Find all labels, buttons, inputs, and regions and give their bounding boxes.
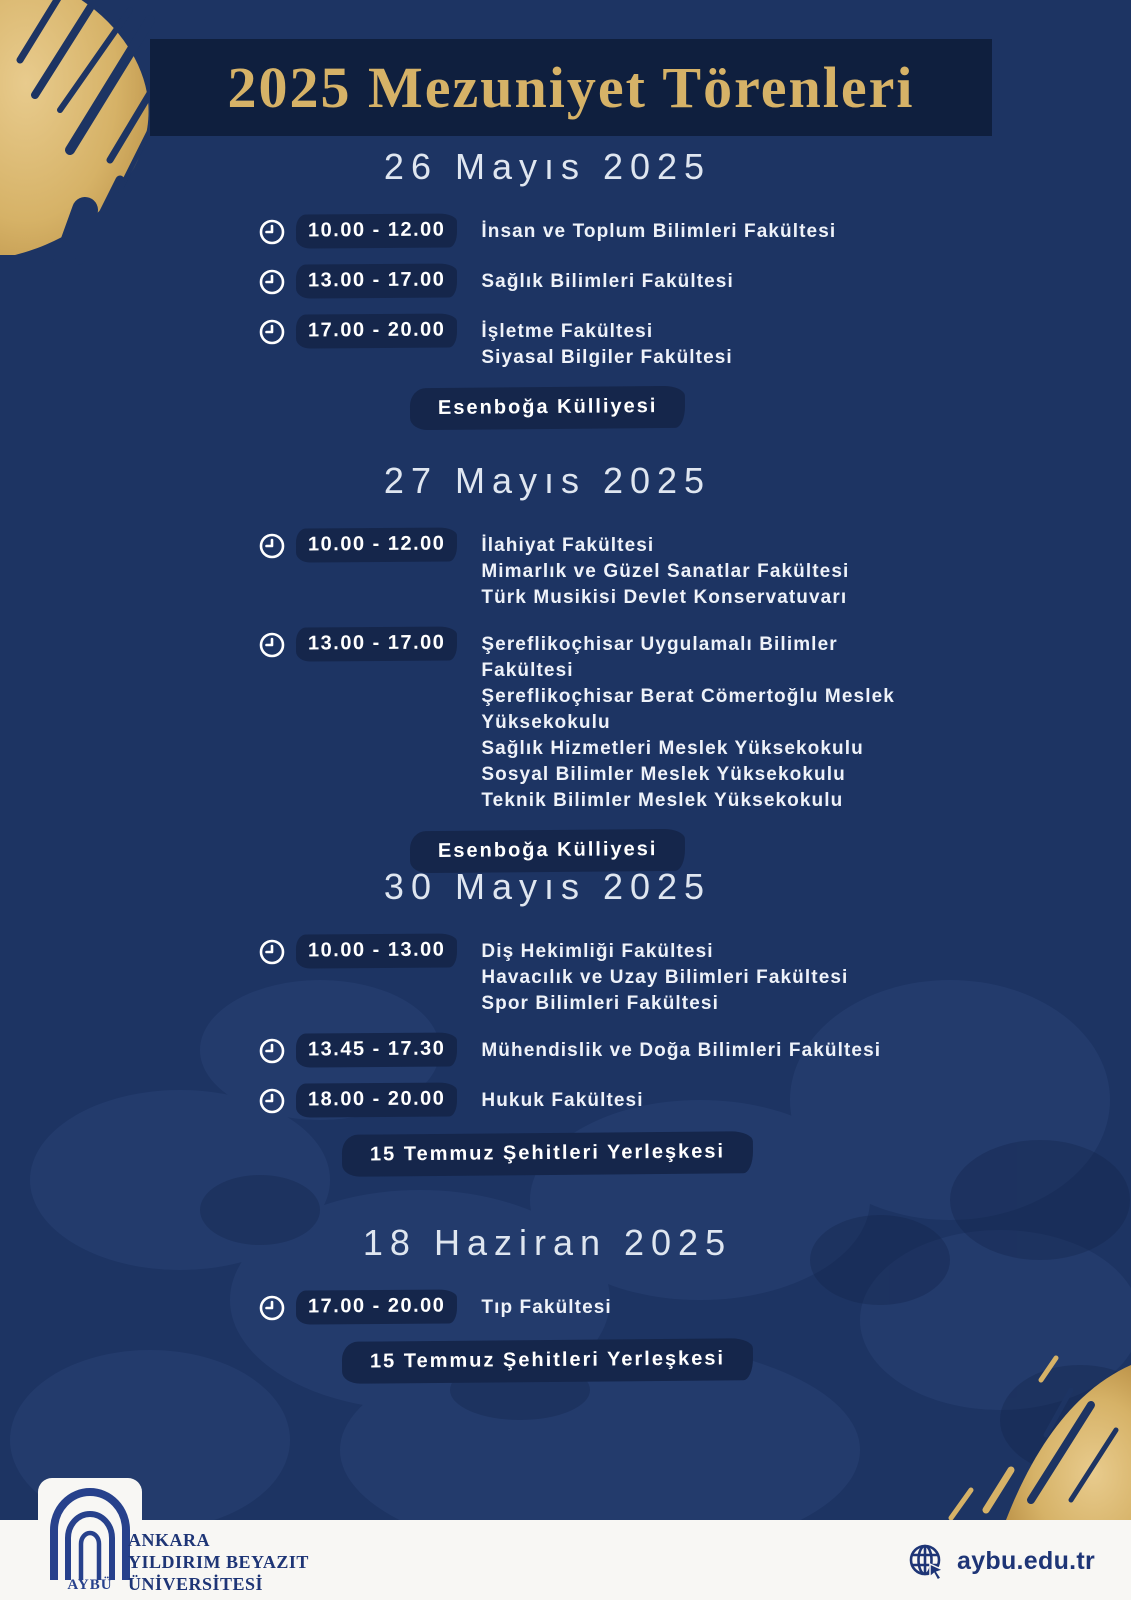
event-time-badge <box>296 527 458 562</box>
globe-pointer-icon <box>905 1540 947 1582</box>
event-time: 13.00 - 17.00 <box>307 631 446 655</box>
faculty-name: Diş Hekimliği Fakültesi <box>481 941 714 962</box>
event-time-badge <box>296 626 458 661</box>
faculty-name: Sağlık Bilimleri Fakültesi <box>481 271 734 292</box>
event-time-badge <box>296 933 458 968</box>
event-row <box>0 314 1095 371</box>
university-name-line: YILDIRIM BEYAZIT <box>128 1552 309 1572</box>
faculty-list <box>481 939 926 1017</box>
event-time: 10.00 - 13.00 <box>307 938 446 962</box>
faculty-name: İnsan ve Toplum Bilimleri Fakültesi <box>481 221 837 242</box>
faculty-list <box>481 1038 926 1064</box>
logo-acronym: AYBÜ <box>67 1577 113 1593</box>
event-row <box>0 1290 1095 1324</box>
event-time-badge <box>296 1082 458 1117</box>
university-name-line: ÜNİVERSİTESİ <box>128 1574 264 1594</box>
clock-icon <box>258 218 286 246</box>
location-badge-row <box>0 1340 1095 1382</box>
event-time: 13.45 - 17.30 <box>307 1037 446 1061</box>
faculty-name: Hukuk Fakültesi <box>481 1090 644 1111</box>
schedule-section <box>0 1222 1131 1382</box>
schedule-section <box>0 146 1131 429</box>
event-time: 17.00 - 20.00 <box>307 318 446 342</box>
location-badge-row <box>0 1133 1095 1175</box>
date-heading: 30 Mayıs 2025 <box>383 866 712 907</box>
event-row <box>0 264 1095 298</box>
event-time: 10.00 - 12.00 <box>307 532 446 556</box>
faculty-name: Sağlık Hizmetleri Meslek Yüksekokulu <box>481 738 864 759</box>
event-row <box>0 627 1095 814</box>
website-label: aybu.edu.tr <box>957 1546 1096 1575</box>
faculty-list <box>481 1295 926 1321</box>
university-name <box>128 1529 309 1595</box>
location-badge-label: 15 Temmuz Şehitleri Yerleşkesi <box>369 1347 726 1373</box>
faculty-name: Mühendislik ve Doğa Bilimleri Fakültesi <box>481 1040 882 1061</box>
event-row <box>0 528 1095 611</box>
date-heading: 18 Haziran 2025 <box>362 1222 733 1263</box>
faculty-name: Spor Bilimleri Fakültesi <box>481 993 719 1014</box>
faculty-name: İşletme Fakültesi <box>481 321 654 342</box>
clock-icon <box>258 631 286 659</box>
event-time: 13.00 - 17.00 <box>307 268 446 292</box>
clock-icon <box>258 1087 286 1115</box>
event-list <box>0 528 1095 814</box>
event-row <box>0 214 1095 248</box>
event-time: 17.00 - 20.00 <box>307 1294 446 1318</box>
event-list <box>0 214 1095 371</box>
faculty-list <box>481 269 926 295</box>
date-heading: 27 Mayıs 2025 <box>383 460 712 501</box>
faculty-list <box>481 632 926 814</box>
faculty-list <box>481 319 926 371</box>
faculty-list <box>481 533 926 611</box>
faculty-list <box>481 219 926 245</box>
event-row <box>0 1033 1095 1067</box>
event-time-badge <box>296 313 458 348</box>
schedule-section <box>0 866 1131 1175</box>
location-badge <box>342 1131 753 1177</box>
faculty-name: Sosyal Bilimler Meslek Yüksekokulu <box>481 764 846 785</box>
faculty-name: Siyasal Bilgiler Fakültesi <box>481 347 733 368</box>
clock-icon <box>258 268 286 296</box>
clock-icon <box>258 1037 286 1065</box>
clock-icon <box>258 938 286 966</box>
page-title: 2025 Mezuniyet Törenleri <box>227 55 915 120</box>
event-time: 18.00 - 20.00 <box>307 1087 446 1111</box>
location-badge <box>410 386 686 430</box>
location-badge <box>342 1338 753 1384</box>
event-row <box>0 934 1095 1017</box>
location-badge-label: Esenboğa Külliyesi <box>437 838 658 862</box>
event-list <box>0 1290 1095 1324</box>
event-time: 10.00 - 12.00 <box>307 218 446 242</box>
university-logo <box>38 1478 142 1600</box>
faculty-name: Mimarlık ve Güzel Sanatlar Fakültesi <box>481 561 850 582</box>
date-heading: 26 Mayıs 2025 <box>383 146 712 187</box>
faculty-name: Havacılık ve Uzay Bilimleri Fakültesi <box>481 967 849 988</box>
clock-icon <box>258 532 286 560</box>
location-badge-label: Esenboğa Külliyesi <box>437 395 658 419</box>
arch-gate-icon <box>38 1482 142 1582</box>
faculty-name: Şereflikoçhisar Uygulamalı Bilimler Fakültesi <box>481 634 838 681</box>
faculty-name: Teknik Bilimler Meslek Yüksekokulu <box>481 790 844 811</box>
faculty-name: Tıp Fakültesi <box>481 1297 612 1318</box>
location-badge-row <box>0 387 1095 429</box>
faculty-name: İlahiyat Fakültesi <box>481 535 655 556</box>
event-time-badge <box>296 213 458 248</box>
schedule-section <box>0 460 1131 872</box>
location-badge-label: 15 Temmuz Şehitleri Yerleşkesi <box>369 1140 726 1166</box>
website-link[interactable] <box>905 1540 1095 1582</box>
event-row <box>0 1083 1095 1117</box>
title-banner <box>150 39 992 136</box>
clock-icon <box>258 318 286 346</box>
faculty-name: Türk Musikisi Devlet Konservatuvarı <box>481 587 848 608</box>
event-list <box>0 934 1095 1117</box>
faculty-name: Şereflikoçhisar Berat Cömertoğlu Meslek Yüksekokulu <box>481 686 895 733</box>
event-time-badge <box>296 1032 458 1067</box>
clock-icon <box>258 1294 286 1322</box>
university-name-line: ANKARA <box>128 1530 210 1550</box>
faculty-list <box>481 1088 926 1114</box>
event-time-badge <box>296 263 458 298</box>
event-time-badge <box>296 1289 458 1324</box>
